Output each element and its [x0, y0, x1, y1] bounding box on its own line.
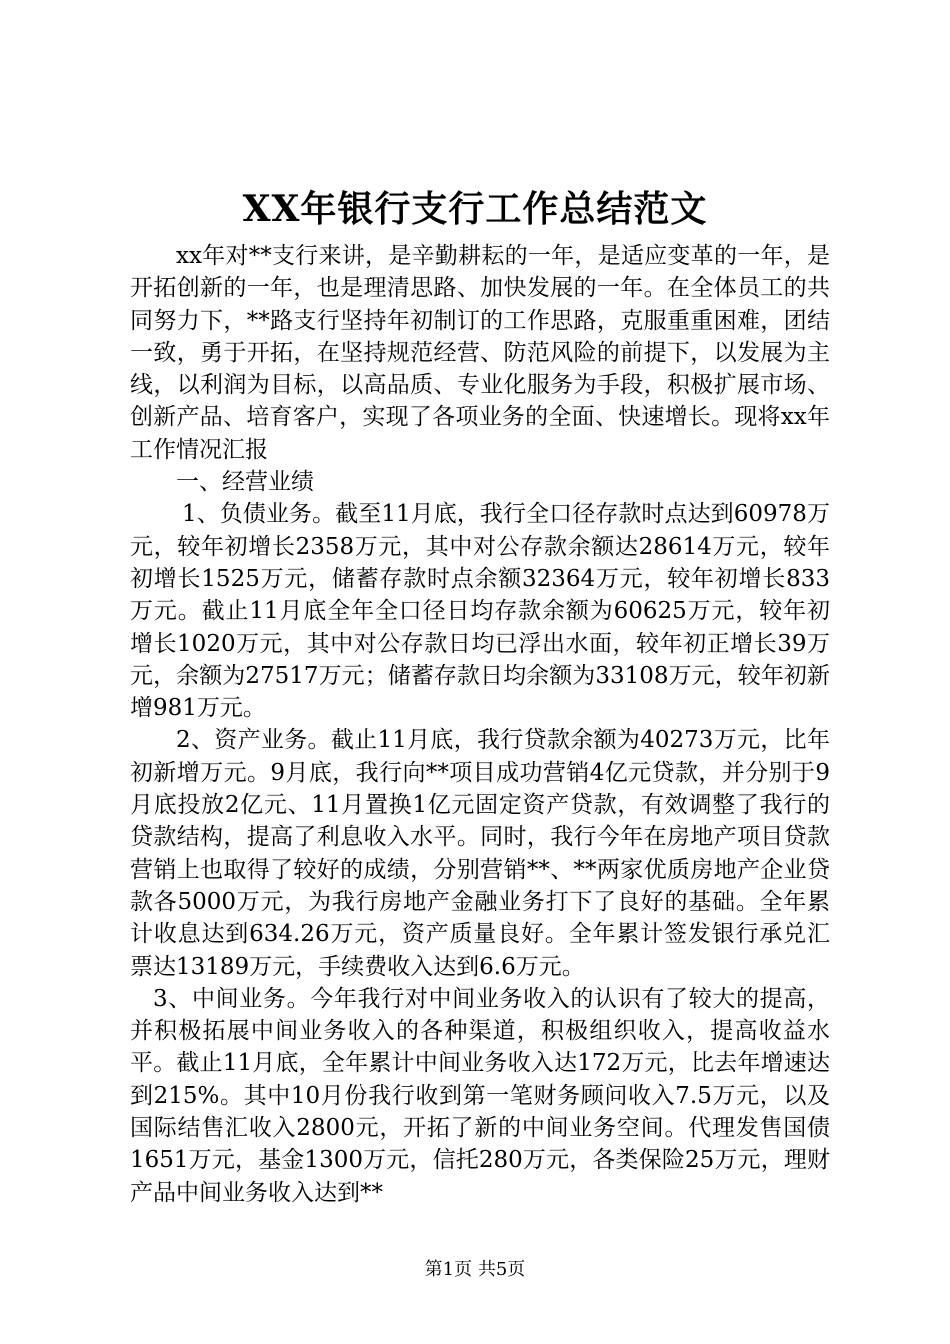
paragraph-liabilities: 1、负债业务。截至11月底，我行全口径存款时点达到60978万元，较年初增长2358万元，其中对公存款余额达28614万元，较年初增长1525万元，储蓄存款时点余额32364万元，较年初增长833万元。截止11月底全年全口径日均存款余额为60625万元，较年初增长1020万元，其中对公存款日均已浮出水面，较年初正增长39万元，余额为27517万元；储蓄存款日均余额为33108万元，较年初新增981万元。	[130, 501, 830, 722]
page-footer: 第1页 共5页	[424, 1259, 526, 1280]
paragraph-intermediary-business: 3、中间业务。今年我行对中间业务收入的认识有了较大的提高，并积极拓展中间业务收入的各种渠道，积极组织收入，提高收益水平。截止11月底，全年累计中间业务收入达172万元，比去年增速达到215%。其中10月份我行收到第一笔财务顾问收入7.5万元，以及国际结售汇收入2800元，开拓了新的中间业务空间。代理发售国债1651万元，基金1300万元，信托280万元，各类保险25万元，理财产品中间业务收入达到**	[130, 985, 830, 1206]
paragraph-assets: 2、资产业务。截止11月底，我行贷款余额为40273万元，比年初新增万元。9月底，我行向**项目成功营销4亿元贷款，并分别于9月底投放2亿元、11月置换1亿元固定资产贷款，有效调整了我行的贷款结构，提高了利息收入水平。同时，我行今年在房地产项目贷款营销上也取得了较好的成绩，分别营销**、**两家优质房地产企业贷款各5000万元，为我行房地产金融业务打下了良好的基础。全年累计收息达到634.26万元，资产质量良好。全年累计签发银行承兑汇票达13189万元，手续费收入达到6.6万元。	[130, 727, 830, 980]
section-heading-business-performance: 一、经营业绩	[176, 469, 314, 496]
document-body	[130, 240, 830, 1209]
document-title: XX年银行支行工作总结范文	[242, 188, 708, 230]
intro-paragraph: xx年对**支行来讲，是辛勤耕耘的一年，是适应变革的一年，是开拓创新的一年，也是理清思路、加快发展的一年。在全体员工的共同努力下，**路支行坚持年初制订的工作思路，克服重重困难，团结一致，勇于开拓，在坚持规范经营、防范风险的前提下，以发展为主线，以利润为目标，以高品质、专业化服务为手段，积极扩展市场、创新产品、培育客户，实现了各项业务的全面、快速增长。现将xx年工作情况汇报	[130, 243, 830, 463]
